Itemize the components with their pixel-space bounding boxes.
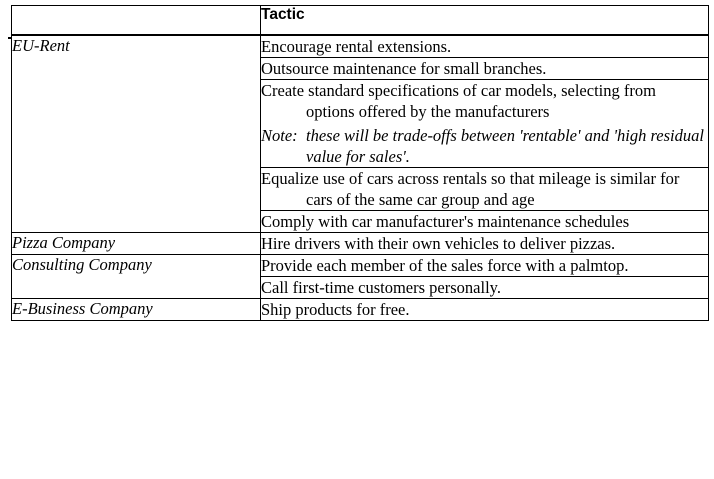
tactic-text: Outsource maintenance for small branches.	[261, 59, 547, 78]
org-cell-pizza-company: Pizza Company	[12, 233, 261, 255]
org-cell-e-business-company: E-Business Company	[12, 299, 261, 321]
tactic-text: Create standard specifications of car models, selecting from options offered by the manufacturers	[261, 81, 656, 121]
tactic-note	[261, 125, 708, 167]
header-row	[12, 6, 709, 36]
tactic-cell	[261, 211, 709, 233]
tactic-text: Hire drivers with their own vehicles to deliver pizzas.	[261, 234, 616, 253]
table-row	[12, 35, 709, 58]
tactic-cell	[261, 299, 709, 321]
tactic-cell	[261, 255, 709, 277]
header-empty-cell	[12, 6, 261, 36]
tactic-cell	[261, 80, 709, 168]
tactic-text: Equalize use of cars across rentals so that mileage is similar for cars of the same car group and age	[261, 169, 680, 209]
tactic-column-header: Tactic	[261, 6, 709, 36]
tactic-cell	[261, 277, 709, 299]
tactic-text: Call first-time customers personally.	[261, 278, 501, 297]
tactic-cell	[261, 58, 709, 80]
org-cell-eu-rent: EU-Rent	[12, 35, 261, 233]
tactic-cell	[261, 168, 709, 211]
tactic-text: Ship products for free.	[261, 300, 410, 319]
org-cell-consulting-company: Consulting Company	[12, 255, 261, 299]
tactic-cell	[261, 233, 709, 255]
tactics-table	[11, 5, 709, 321]
note-text: these will be trade-offs between 'rentable' and 'high residual value for sales'.	[306, 126, 704, 166]
table-row	[12, 299, 709, 321]
table-row	[12, 233, 709, 255]
note-label: Note:	[261, 126, 298, 145]
tactic-text: Comply with car manufacturer's maintenance schedules	[261, 212, 630, 231]
tactic-cell	[261, 35, 709, 58]
tactic-text: Encourage rental extensions.	[261, 37, 452, 56]
table-row	[12, 255, 709, 277]
tactic-text: Provide each member of the sales force with a palmtop.	[261, 256, 629, 275]
